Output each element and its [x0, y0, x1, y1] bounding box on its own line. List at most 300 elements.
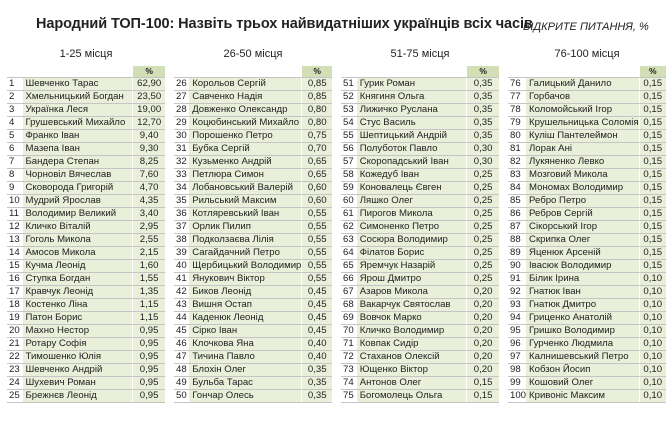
value-cell: 0,25: [467, 221, 499, 234]
value-cell: 0,60: [302, 182, 332, 195]
name-cell: Кривоніс Максим: [526, 390, 639, 403]
rank-cell: 82: [508, 156, 526, 169]
name-cell: Мозговий Микола: [526, 169, 639, 182]
value-cell: 1,15: [133, 299, 165, 312]
name-cell: Кобзон Йосип: [526, 364, 639, 377]
table-row: [508, 247, 666, 260]
header-percent-cell: %: [467, 66, 499, 78]
name-cell: Крушельницька Соломія: [526, 117, 639, 130]
name-cell: Яремчук Назарій: [357, 260, 467, 273]
table-row: [341, 182, 499, 195]
table-row: [508, 195, 666, 208]
value-cell: 62,90: [133, 78, 165, 91]
value-cell: 0,10: [639, 390, 666, 403]
value-cell: 0,40: [302, 338, 332, 351]
header-rank-cell: [7, 66, 23, 78]
name-cell: Орлик Пилип: [189, 221, 302, 234]
rank-cell: 47: [174, 351, 189, 364]
table-row: [174, 156, 332, 169]
rank-cell: 83: [508, 169, 526, 182]
name-cell: Кошовий Олег: [526, 377, 639, 390]
table-row: [174, 104, 332, 117]
rank-cell: 33: [174, 169, 189, 182]
table-row: [174, 338, 332, 351]
table-row: [7, 130, 165, 143]
rank-cell: 4: [7, 117, 23, 130]
rank-cell: 39: [174, 247, 189, 260]
value-cell: 1,15: [133, 312, 165, 325]
table-row: [341, 273, 499, 286]
table-header-row: [341, 66, 499, 78]
rank-cell: 23: [7, 364, 23, 377]
name-cell: Лорак Ані: [526, 143, 639, 156]
rank-cell: 70: [341, 325, 357, 338]
name-cell: Котляревський Іван: [189, 208, 302, 221]
name-cell: Гришко Володимир: [526, 325, 639, 338]
table-row: [7, 234, 165, 247]
name-cell: Азаров Микола: [357, 286, 467, 299]
table-row: [7, 78, 165, 91]
value-cell: 0,15: [639, 260, 666, 273]
rank-cell: 28: [174, 104, 189, 117]
rank-cell: 61: [341, 208, 357, 221]
name-cell: Бульба Тарас: [189, 377, 302, 390]
value-cell: 0,95: [133, 351, 165, 364]
rank-cell: 15: [7, 260, 23, 273]
value-cell: 0,15: [639, 143, 666, 156]
value-cell: 0,10: [639, 273, 666, 286]
name-cell: Шухевич Роман: [23, 377, 133, 390]
table-row: [508, 338, 666, 351]
table-row: [341, 117, 499, 130]
name-cell: Лижичко Руслана: [357, 104, 467, 117]
table-row: [174, 143, 332, 156]
name-cell: Галицький Данило: [526, 78, 639, 91]
value-cell: 0,55: [302, 208, 332, 221]
value-cell: 3,40: [133, 208, 165, 221]
table-row: [341, 221, 499, 234]
value-cell: 8,25: [133, 156, 165, 169]
rank-cell: 68: [341, 299, 357, 312]
rank-cell: 87: [508, 221, 526, 234]
rank-cell: 52: [341, 91, 357, 104]
value-cell: 0,15: [639, 156, 666, 169]
name-cell: Пирогов Микола: [357, 208, 467, 221]
value-cell: 0,95: [133, 325, 165, 338]
table-row: [7, 351, 165, 364]
value-cell: 0,15: [639, 182, 666, 195]
table-row: [508, 234, 666, 247]
name-cell: Ротару Софія: [23, 338, 133, 351]
name-cell: Кравчук Леонід: [23, 286, 133, 299]
value-cell: 0,70: [302, 143, 332, 156]
name-cell: Вовчок Марко: [357, 312, 467, 325]
value-cell: 0,35: [467, 91, 499, 104]
table-row: [508, 325, 666, 338]
name-cell: Клочкова Яна: [189, 338, 302, 351]
name-cell: Петлюра Симон: [189, 169, 302, 182]
table-row: [508, 117, 666, 130]
value-cell: 0,20: [467, 364, 499, 377]
rank-cell: 1: [7, 78, 23, 91]
table-row: [174, 286, 332, 299]
value-cell: 0,25: [467, 169, 499, 182]
rank-cell: 74: [341, 377, 357, 390]
rank-cell: 66: [341, 273, 357, 286]
value-cell: 0,35: [302, 390, 332, 403]
table-row: [508, 286, 666, 299]
table-row: [7, 390, 165, 403]
value-cell: 1,55: [133, 273, 165, 286]
table-row: [174, 273, 332, 286]
group-title: 76-100 місця: [554, 48, 620, 60]
rank-cell: 92: [508, 286, 526, 299]
question-note: ВІДКРИТЕ ПИТАННЯ, %: [523, 21, 649, 33]
value-cell: 0,55: [302, 260, 332, 273]
name-cell: Шевченко Тарас: [23, 78, 133, 91]
table-row: [7, 312, 165, 325]
value-cell: 0,95: [133, 377, 165, 390]
table-row: [341, 91, 499, 104]
name-cell: Коломойський Ігор: [526, 104, 639, 117]
name-cell: Мудрий Ярослав: [23, 195, 133, 208]
table-row: [508, 377, 666, 390]
value-cell: 0,15: [639, 91, 666, 104]
name-cell: Українка Леся: [23, 104, 133, 117]
table-row: [7, 338, 165, 351]
ranking-table: [508, 66, 666, 403]
rank-cell: 78: [508, 104, 526, 117]
value-cell: 0,15: [639, 104, 666, 117]
name-cell: Махно Нестор: [23, 325, 133, 338]
value-cell: 4,35: [133, 195, 165, 208]
value-cell: 0,35: [302, 377, 332, 390]
name-cell: Кличко Володимир: [357, 325, 467, 338]
rank-cell: 62: [341, 221, 357, 234]
rank-cell: 71: [341, 338, 357, 351]
rank-cell: 13: [7, 234, 23, 247]
name-cell: Ступка Богдан: [23, 273, 133, 286]
rank-cell: 38: [174, 234, 189, 247]
table-row: [341, 338, 499, 351]
rank-cell: 98: [508, 364, 526, 377]
rank-cell: 27: [174, 91, 189, 104]
name-cell: Куліш Пантелеймон: [526, 130, 639, 143]
name-cell: Гончар Олесь: [189, 390, 302, 403]
name-cell: Симоненко Петро: [357, 221, 467, 234]
value-cell: 0,15: [639, 221, 666, 234]
table-row: [7, 195, 165, 208]
value-cell: 9,40: [133, 130, 165, 143]
value-cell: 0,20: [467, 299, 499, 312]
value-cell: 12,70: [133, 117, 165, 130]
value-cell: 0,25: [467, 182, 499, 195]
name-cell: Білик Ірина: [526, 273, 639, 286]
rank-cell: 90: [508, 260, 526, 273]
rank-cell: 42: [174, 286, 189, 299]
value-cell: 0,20: [467, 351, 499, 364]
ranking-table: [174, 66, 332, 403]
value-cell: 0,55: [302, 234, 332, 247]
table-row: [341, 130, 499, 143]
name-cell: Грушевський Михайло: [23, 117, 133, 130]
table-row: [174, 221, 332, 234]
rank-cell: 41: [174, 273, 189, 286]
name-cell: Стаханов Олексій: [357, 351, 467, 364]
name-cell: Ющенко Віктор: [357, 364, 467, 377]
table-row: [174, 117, 332, 130]
rank-cell: 63: [341, 234, 357, 247]
group-title: 51-75 місця: [390, 48, 450, 60]
group-column-1: [7, 47, 165, 403]
value-cell: 0,10: [639, 351, 666, 364]
value-cell: 1,35: [133, 286, 165, 299]
name-cell: Ребро Петро: [526, 195, 639, 208]
value-cell: 0,85: [302, 91, 332, 104]
value-cell: 19,00: [133, 104, 165, 117]
name-cell: Лукяненко Левко: [526, 156, 639, 169]
rank-cell: 8: [7, 169, 23, 182]
table-row: [174, 247, 332, 260]
rank-cell: 21: [7, 338, 23, 351]
table-row: [341, 247, 499, 260]
rank-cell: 40: [174, 260, 189, 273]
value-cell: 0,45: [302, 286, 332, 299]
name-cell: Богомолець Ольга: [357, 390, 467, 403]
name-cell: Гриценко Анатолій: [526, 312, 639, 325]
name-cell: Калнишевський Петро: [526, 351, 639, 364]
rank-cell: 86: [508, 208, 526, 221]
table-row: [174, 91, 332, 104]
rank-cell: 43: [174, 299, 189, 312]
name-cell: Костенко Ліна: [23, 299, 133, 312]
table-row: [7, 208, 165, 221]
rank-cell: 20: [7, 325, 23, 338]
group-column-3: [341, 47, 499, 403]
header-name-cell: [189, 66, 302, 78]
name-cell: Янукович Віктор: [189, 273, 302, 286]
table-row: [341, 195, 499, 208]
value-cell: 0,30: [467, 143, 499, 156]
value-cell: 0,20: [467, 286, 499, 299]
value-cell: 2,95: [133, 221, 165, 234]
value-cell: 0,10: [639, 364, 666, 377]
name-cell: Скрипка Олег: [526, 234, 639, 247]
table-row: [7, 104, 165, 117]
name-cell: Стус Василь: [357, 117, 467, 130]
value-cell: 0,10: [639, 338, 666, 351]
value-cell: 0,35: [467, 117, 499, 130]
value-cell: 0,95: [133, 390, 165, 403]
table-row: [174, 208, 332, 221]
rank-cell: 30: [174, 130, 189, 143]
table-row: [341, 377, 499, 390]
name-cell: Коцюбинський Михайло: [189, 117, 302, 130]
name-cell: Івасюк Володимир: [526, 260, 639, 273]
table-row: [7, 325, 165, 338]
rank-cell: 22: [7, 351, 23, 364]
name-cell: Патон Борис: [23, 312, 133, 325]
value-cell: 0,65: [302, 169, 332, 182]
rank-cell: 6: [7, 143, 23, 156]
name-cell: Кожедуб Іван: [357, 169, 467, 182]
header-name-cell: [23, 66, 133, 78]
rank-cell: 99: [508, 377, 526, 390]
rank-cell: 7: [7, 156, 23, 169]
name-cell: Тичина Павло: [189, 351, 302, 364]
rank-cell: 94: [508, 312, 526, 325]
value-cell: 0,15: [639, 169, 666, 182]
table-row: [7, 299, 165, 312]
table-row: [174, 390, 332, 403]
value-cell: 1,60: [133, 260, 165, 273]
group-column-4: [508, 47, 666, 403]
table-row: [174, 169, 332, 182]
name-cell: Сірко Іван: [189, 325, 302, 338]
rank-cell: 14: [7, 247, 23, 260]
rank-cell: 54: [341, 117, 357, 130]
name-cell: Каденюк Леонід: [189, 312, 302, 325]
group-title: 1-25 місця: [59, 48, 113, 60]
value-cell: 0,25: [467, 273, 499, 286]
rank-cell: 12: [7, 221, 23, 234]
value-cell: 0,40: [302, 351, 332, 364]
rank-cell: 17: [7, 286, 23, 299]
value-cell: 0,25: [467, 208, 499, 221]
value-cell: 0,15: [639, 117, 666, 130]
table-row: [508, 169, 666, 182]
value-cell: 0,25: [467, 195, 499, 208]
table-header-row: [7, 66, 165, 78]
name-cell: Подколзаєва Лілія: [189, 234, 302, 247]
rank-cell: 9: [7, 182, 23, 195]
name-cell: Кузьменко Андрій: [189, 156, 302, 169]
name-cell: Биков Леонід: [189, 286, 302, 299]
value-cell: 0,45: [302, 299, 332, 312]
rank-cell: 10: [7, 195, 23, 208]
name-cell: Скоропадський Іван: [357, 156, 467, 169]
name-cell: Сікорський Ігор: [526, 221, 639, 234]
name-cell: Бубка Сергій: [189, 143, 302, 156]
rank-cell: 34: [174, 182, 189, 195]
table-row: [508, 130, 666, 143]
header-percent-cell: %: [302, 66, 332, 78]
name-cell: Гурченко Людмила: [526, 338, 639, 351]
table-row: [508, 364, 666, 377]
rank-cell: 45: [174, 325, 189, 338]
header-name-cell: [357, 66, 467, 78]
table-row: [7, 364, 165, 377]
rank-cell: 65: [341, 260, 357, 273]
table-row: [341, 299, 499, 312]
table-row: [174, 78, 332, 91]
header-rank-cell: [174, 66, 189, 78]
table-row: [508, 312, 666, 325]
table-row: [7, 182, 165, 195]
table-row: [508, 390, 666, 403]
table-header-row: [508, 66, 666, 78]
header-rank-cell: [341, 66, 357, 78]
value-cell: 0,80: [302, 104, 332, 117]
header-rank-cell: [508, 66, 526, 78]
name-cell: Щербицький Володимир: [189, 260, 302, 273]
group-column-2: [174, 47, 332, 403]
table-row: [341, 312, 499, 325]
header-percent-cell: %: [639, 66, 666, 78]
table-row: [508, 299, 666, 312]
value-cell: 0,15: [639, 247, 666, 260]
table-row: [508, 156, 666, 169]
value-cell: 0,95: [133, 338, 165, 351]
value-cell: 9,30: [133, 143, 165, 156]
value-cell: 0,35: [302, 364, 332, 377]
table-row: [508, 208, 666, 221]
rank-cell: 3: [7, 104, 23, 117]
rank-cell: 91: [508, 273, 526, 286]
value-cell: 0,35: [467, 104, 499, 117]
value-cell: 0,10: [639, 299, 666, 312]
rank-cell: 59: [341, 182, 357, 195]
table-row: [7, 260, 165, 273]
table-row: [174, 234, 332, 247]
value-cell: 0,15: [639, 195, 666, 208]
rank-cell: 80: [508, 130, 526, 143]
table-row: [341, 390, 499, 403]
table-row: [341, 104, 499, 117]
name-cell: Мономах Володимир: [526, 182, 639, 195]
name-cell: Володимир Великий: [23, 208, 133, 221]
table-row: [341, 260, 499, 273]
value-cell: 0,15: [467, 390, 499, 403]
table-row: [174, 377, 332, 390]
name-cell: Брежнєв Леонід: [23, 390, 133, 403]
rank-cell: 85: [508, 195, 526, 208]
table-row: [174, 351, 332, 364]
table-row: [341, 143, 499, 156]
name-cell: Полуботок Павло: [357, 143, 467, 156]
value-cell: 4,70: [133, 182, 165, 195]
rank-cell: 46: [174, 338, 189, 351]
value-cell: 0,15: [467, 377, 499, 390]
table-row: [7, 273, 165, 286]
value-cell: 0,25: [467, 260, 499, 273]
table-row: [174, 130, 332, 143]
value-cell: 2,15: [133, 247, 165, 260]
rank-cell: 72: [341, 351, 357, 364]
name-cell: Мазепа Іван: [23, 143, 133, 156]
rank-cell: 37: [174, 221, 189, 234]
table-row: [341, 156, 499, 169]
table-row: [7, 221, 165, 234]
value-cell: 0,35: [467, 78, 499, 91]
value-cell: 0,75: [302, 130, 332, 143]
name-cell: Чорновіл Вячеслав: [23, 169, 133, 182]
table-row: [508, 182, 666, 195]
table-row: [174, 260, 332, 273]
rank-cell: 11: [7, 208, 23, 221]
value-cell: 0,25: [467, 234, 499, 247]
group-title: 26-50 місця: [223, 48, 283, 60]
rank-cell: 96: [508, 338, 526, 351]
table-row: [508, 104, 666, 117]
name-cell: Бандера Степан: [23, 156, 133, 169]
name-cell: Гнатюк Іван: [526, 286, 639, 299]
value-cell: 0,55: [302, 247, 332, 260]
value-cell: 0,60: [302, 195, 332, 208]
name-cell: Ляшко Олег: [357, 195, 467, 208]
rank-cell: 55: [341, 130, 357, 143]
name-cell: Антонов Олег: [357, 377, 467, 390]
